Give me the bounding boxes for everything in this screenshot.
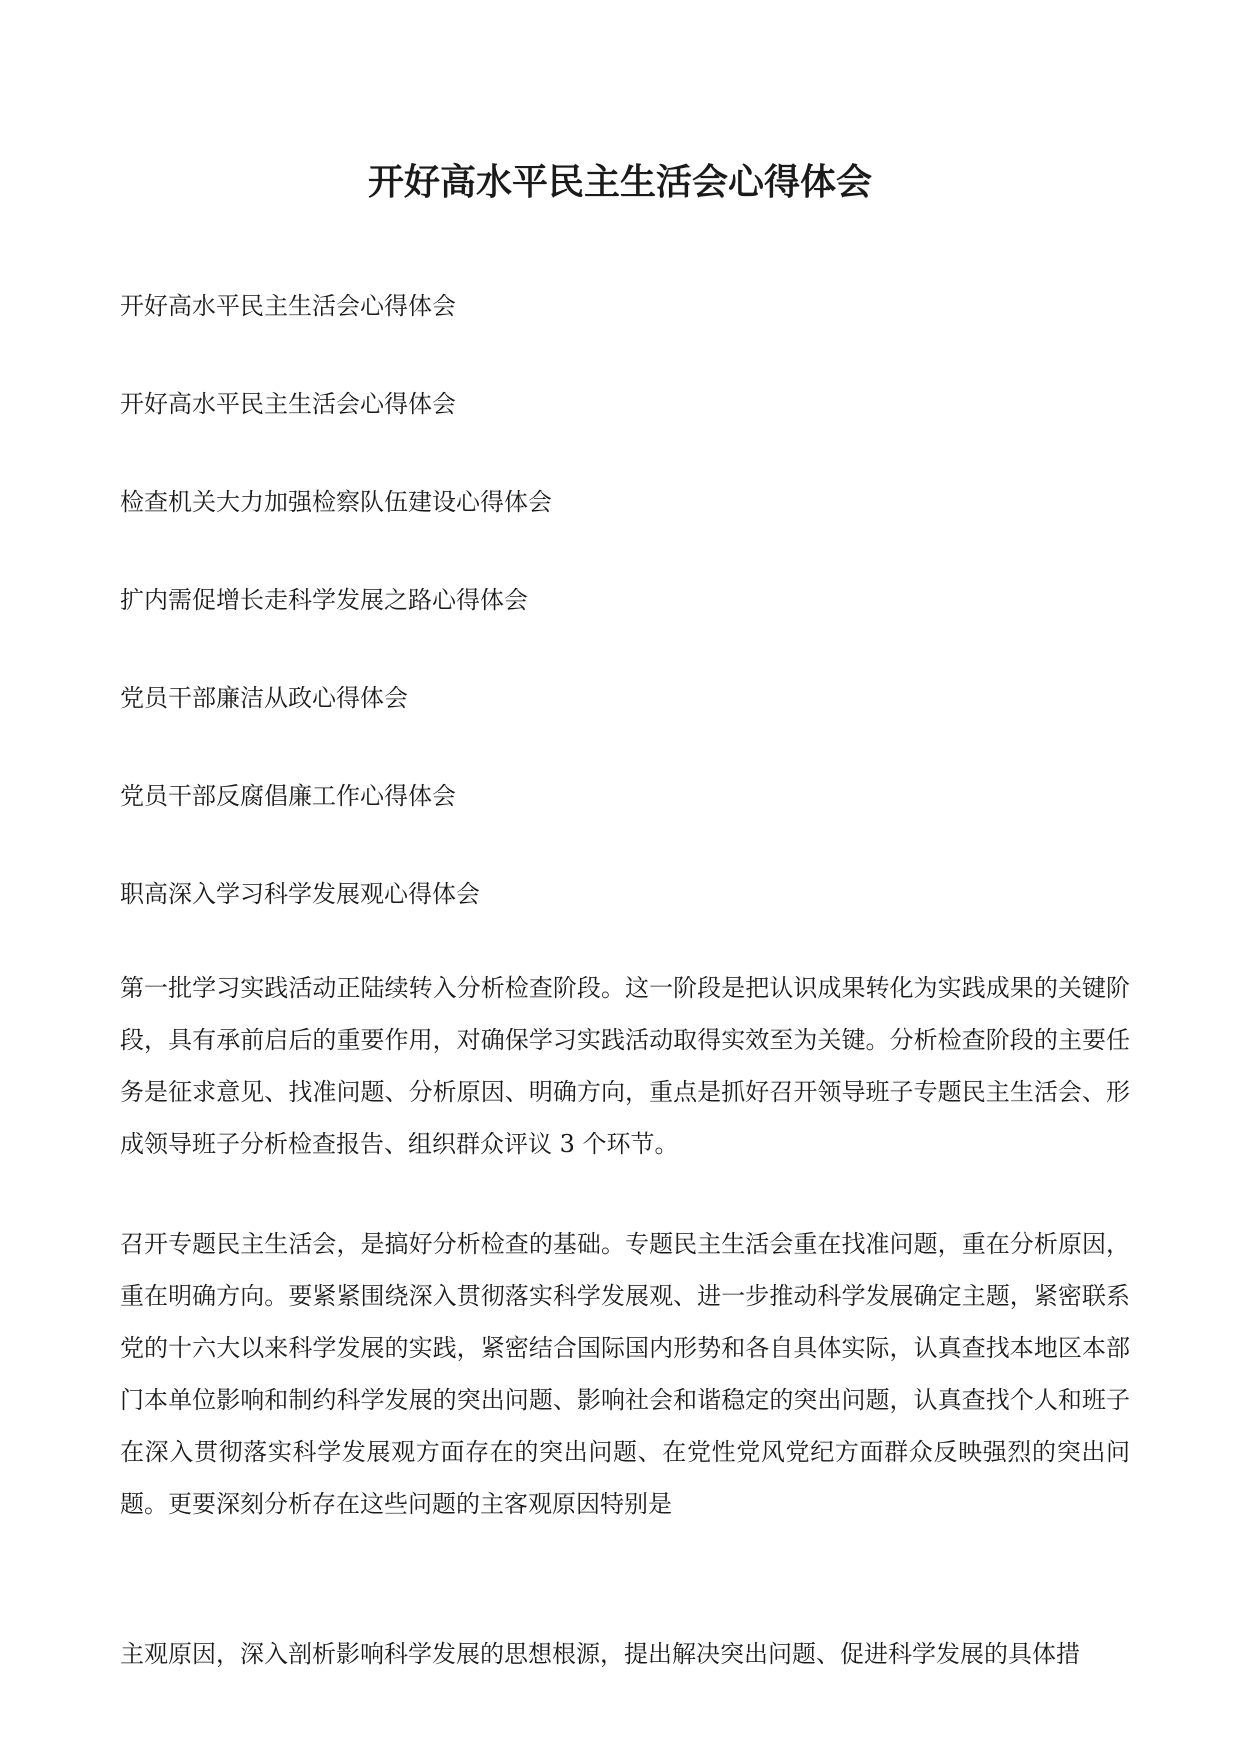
toc-item: 扩内需促增长走科学发展之路心得体会: [120, 586, 528, 614]
toc-item: 开好高水平民主生活会心得体会: [120, 390, 456, 418]
toc-item: 检查机关大力加强检察队伍建设心得体会: [120, 488, 552, 516]
toc-item: 党员干部反腐倡廉工作心得体会: [120, 782, 456, 810]
toc-item: 职高深入学习科学发展观心得体会: [120, 880, 480, 908]
table-of-contents: [120, 286, 1130, 972]
toc-item: 党员干部廉洁从政心得体会: [120, 684, 408, 712]
body-paragraph: 召开专题民主生活会，是搞好分析检查的基础。专题民主生活会重在找准问题，重在分析原因，重在明确方向。要紧紧围绕深入贯彻落实科学发展观、进一步推动科学发展确定主题，紧密联系党的十六大以来科学发展的实践，紧密结合国际国内形势和各自具体实际，认真查找本地区本部门本单位影响和制约科学发展的突出问题、影响社会和谐稳定的突出问题，认真查找个人和班子在深入贯彻落实科学发展观方面存在的突出问题、在党性党风党纪方面群众反映强烈的突出问题。更要深刻分析存在这些问题的主客观原因特别是: [120, 1230, 1130, 1518]
toc-item: 开好高水平民主生活会心得体会: [120, 292, 456, 320]
document-title: 开好高水平民主生活会心得体会: [367, 161, 872, 203]
body-paragraph: 第一批学习实践活动正陆续转入分析检查阶段。这一阶段是把认识成果转化为实践成果的关键阶段，具有承前启后的重要作用，对确保学习实践活动取得实效至为关键。分析检查阶段的主要任务是征求意见、找准问题、分析原因、明确方向，重点是抓好召开领导班子专题民主生活会、形成领导班子分析检查报告、组织群众评议 3 个环节。: [120, 974, 1130, 1158]
body-paragraph: 主观原因，深入剖析影响科学发展的思想根源，提出解决突出问题、促进科学发展的具体措: [120, 1640, 1080, 1668]
